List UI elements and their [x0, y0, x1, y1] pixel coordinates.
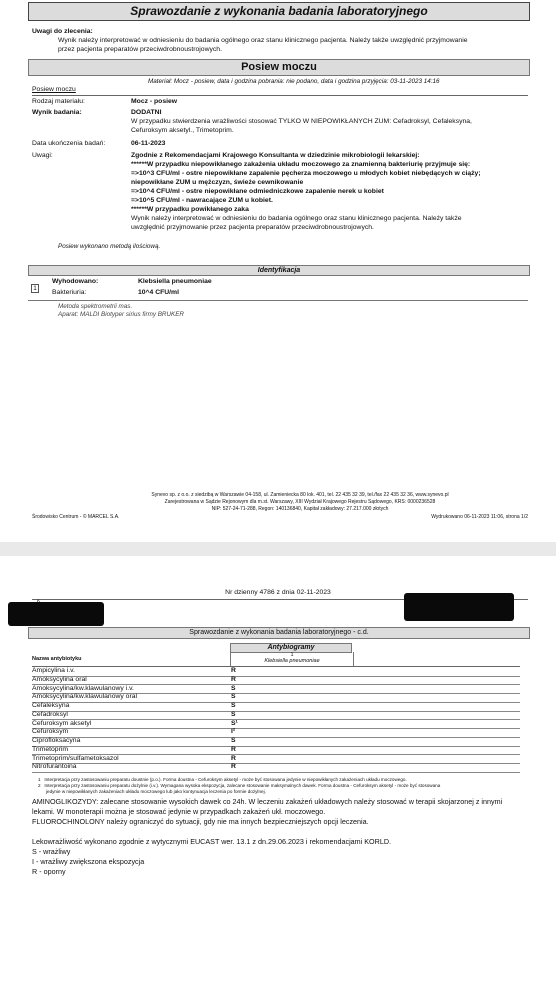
- divider: [32, 95, 528, 96]
- footer-line: Synevo sp. z o.o. z siedzibą w Warszawie 04-158, ul. Zamieniecka 80 lok. 401, tel. 22 435 32 39, tel./fax 22 435 32 36, www.synevo.pl: [151, 492, 449, 498]
- aminoglikozydy-line: lekami. W monoterapii można je stosować jedynie w przypadkach zakażeń ukł. moczowego.: [32, 807, 326, 816]
- report-title: Sprawozdanie z wykonania badania laboratoryjnego: [28, 2, 530, 21]
- method-note: Posiew wykonano metodą ilościową.: [58, 243, 161, 250]
- footer-line: Zarejestrowana w Sądzie Rejonowym dla m.st. Warszawy, XIII Wydział Krajowego Rejestru Sądowego, KRS: 0000236528: [164, 499, 436, 505]
- page2-title: Sprawozdanie z wykonania badania laboratoryjnego - c.d.: [28, 627, 530, 639]
- data-label: Data ukończenia badań:: [32, 140, 106, 147]
- antibiotic-name: Amoksycylina oral: [32, 675, 87, 683]
- antibiotic-name: Trimetoprim/sulfametoksazol: [32, 754, 119, 762]
- legend-item: S - wrażliwy: [32, 847, 71, 856]
- wynik-value: DODATNI: [131, 109, 162, 116]
- legend-item: R - oporny: [32, 867, 66, 876]
- notes-line: przez pacjenta preparatów przeciwdrobnoustrojowych.: [58, 46, 222, 53]
- uwagi-bold-line: niepowikłane ZUM u mężczyzn, świeże cewnikowanie: [131, 179, 304, 186]
- wynik-desc-line: Cefuroksym aksetyl., Trimetoprim.: [131, 127, 234, 134]
- wynik-desc-line: W przypadku stwierdzenia wrażliwości stosować TYLKO W NIEPOWIKŁANYCH ZUM: Cefadroksyl, Cefaleksyna,: [131, 118, 472, 125]
- uwagi-plain-line: uwzględnić przyjmowanie przez pacjenta preparatów przeciwdrobnoustrojowych.: [131, 224, 374, 231]
- antibiotic-name: Cefaleksyna: [32, 702, 70, 709]
- antibiotic-name: Cefadroksyl: [32, 710, 68, 718]
- material-info: Materiał: Mocz - posiew, data i godzina pobrania: nie podano, data i godzina przyjęcia: 03-11-2023 14:16: [148, 78, 440, 85]
- antibiotic-name: Amoksycylina/kw.klawulanowy oral: [32, 693, 138, 701]
- footnote-cont: jedynie w niepowikłanych zakażeniach układu moczowego lub jako kontynuacja leczenia po formie dożylnej.: [46, 789, 266, 794]
- daily-number: Nr dzienny 4786 z dnia 02-11-2023: [225, 589, 331, 596]
- footer-right: Wydrukowano 06-11-2023 11:06, strona 1/2: [431, 514, 528, 520]
- antibiotic-name: Trimetoprim: [32, 745, 68, 753]
- bakteriuria-label: Bakteriuria:: [52, 289, 87, 296]
- footnote-num: 2: [38, 783, 41, 788]
- aminoglikozydy-line: AMINOGLIKOZYDY: zalecane stosowanie wysokich dawek co 24h. W leczeniu zakażeń układowych należy stosować w terapii skojarzonej z innymi: [32, 797, 503, 806]
- footnote-text: Interpretacja przy zastosowaniu preparatu doustnie (p.o.). Forma doustna - Cefuroksym aksetyl - może być stosowana jedynie w niepowikłanych zakażeniach układu moczowego.: [44, 777, 407, 782]
- antibiotic-result: R: [231, 667, 236, 674]
- uwagi-label: Uwagi:: [32, 152, 53, 159]
- data-value: 06-11-2023: [131, 140, 166, 147]
- legend-item: I - wrażliwy zwiększona ekspozycja: [32, 857, 145, 866]
- bakteriuria-value: 10^4 CFU/ml: [138, 289, 179, 296]
- redacted-block: [404, 593, 514, 621]
- antibiotic-col-header: Nazwa antybiotyku: [32, 656, 82, 662]
- report-page-2: [0, 556, 556, 1000]
- footnote-num: 1: [38, 777, 41, 782]
- antibiotic-result: R: [231, 675, 236, 683]
- table-row: [32, 763, 520, 773]
- antibiotic-result: R: [231, 745, 236, 753]
- antibiotic-result: S: [231, 702, 236, 709]
- antibiotic-name: Ampicylina i.v.: [32, 667, 75, 674]
- antibiotic-name: Ciprofloksacyna: [32, 737, 81, 744]
- antibiotic-result: R: [231, 754, 236, 762]
- organism-num: 1: [290, 652, 294, 658]
- fluorochinolony-line: FLUOROCHINOLONY należy ograniczyć do sytuacji, gdy nie ma innych bezpieczniejszych opcji leczenia.: [32, 817, 369, 826]
- organism-header: [230, 652, 354, 667]
- antibiotic-name: Amoksycylina/kw.klawulanowy i.v.: [32, 684, 134, 692]
- uwagi-bold-line: ******W przypadku niepowikłanego zakażenia układu moczowego za znamienną bakteriurię przyjmuje się:: [131, 161, 471, 168]
- ident-title: Identyfikacja: [28, 265, 530, 276]
- ident-method: Metoda spektrometrii mas.: [58, 303, 133, 310]
- ident-block: [28, 276, 528, 301]
- uwagi-bold-line: =>10^3 CFU/ml - ostre niepowikłane zapalenie pęcherza moczowego u młodych kobiet niebędących w ciąży;: [131, 170, 481, 177]
- ident-apparatus: Aparat: MALDI Biotyper sirius firmy BRUKER: [58, 311, 184, 318]
- antibiotic-result: R: [231, 763, 236, 771]
- rodzaj-label: Rodzaj materiału:: [32, 98, 85, 105]
- section-title: Posiew moczu: [28, 59, 530, 76]
- rodzaj-value: Mocz - posiew: [131, 98, 178, 105]
- uwagi-plain-line: Wynik należy interpretować w odniesieniu do badania ogólnego oraz stanu klinicznego pacjenta. Należy także: [131, 215, 462, 222]
- redacted-block: [8, 602, 104, 626]
- footer-left: Środowisko Centrum - © MARCEL S.A.: [32, 514, 120, 520]
- antibiogram-title: Antybiogramy: [230, 643, 352, 653]
- notes-heading: Uwagi do zlecenia:: [32, 28, 93, 35]
- uwagi-bold-line: Zgodnie z Rekomendacjami Krajowego Konsultanta w dziedzinie mikrobiologii lekarskiej:: [131, 152, 420, 159]
- antibiotic-result: I²: [231, 728, 236, 736]
- wyhodowano-label: Wyhodowano:: [52, 278, 99, 285]
- antibiotic-name: Cefuroksym: [32, 728, 69, 736]
- antibiotic-result: S: [231, 684, 236, 692]
- antibiotic-result: S: [231, 710, 236, 718]
- uwagi-bold-line: ******W przypadku powikłanego zaka: [131, 206, 249, 213]
- uwagi-bold-line: =>10^5 CFU/ml - nawracające ZUM u kobiet.: [131, 197, 273, 204]
- uwagi-bold-line: =>10^4 CFU/ml - ostre niepowikłane odmiedniczkowe zapalenie nerek u kobiet: [131, 188, 384, 195]
- antibiotic-name: Nitrofurantoina: [32, 763, 77, 771]
- ident-num: 1: [31, 284, 39, 293]
- antibiotic-result: S: [231, 737, 236, 744]
- footer-line: NIP: 527-24-71-288, Regon: 140136840, Kapitał zakładowy: 27.217.000 złotych: [211, 506, 389, 512]
- organism-name: Klebsiella pneumoniae: [264, 658, 320, 664]
- antibiotic-result: S¹: [231, 719, 238, 727]
- wyhodowano-value: Klebsiella pneumoniae: [138, 278, 212, 285]
- antibiotic-name: Cefuroksym aksetyl: [32, 719, 92, 727]
- test-name: Posiew moczu: [32, 86, 76, 93]
- wynik-label: Wynik badania:: [32, 109, 82, 116]
- antibiotic-result: S: [231, 693, 236, 701]
- footnote-text: Interpretacja przy zastosowaniu preparatu dożylnie (i.v.). Wymagana wysoka ekspozycja, zalecane stosowanie maksymalnych dawek. Forma doustna - Cefuroksym aksetyl - może być stosowana: [44, 783, 441, 788]
- notes-line: Wynik należy interpretować w odniesieniu do badania ogólnego oraz stanu klinicznego pacjenta. Należy także uwzględnić przyjmowanie: [58, 37, 468, 44]
- eucast-line: Lekowrażliwość wykonano zgodnie z wytycznymi EUCAST wer. 13.1 z dn.29.06.2023 i rekomendacjami KORLD.: [32, 837, 392, 846]
